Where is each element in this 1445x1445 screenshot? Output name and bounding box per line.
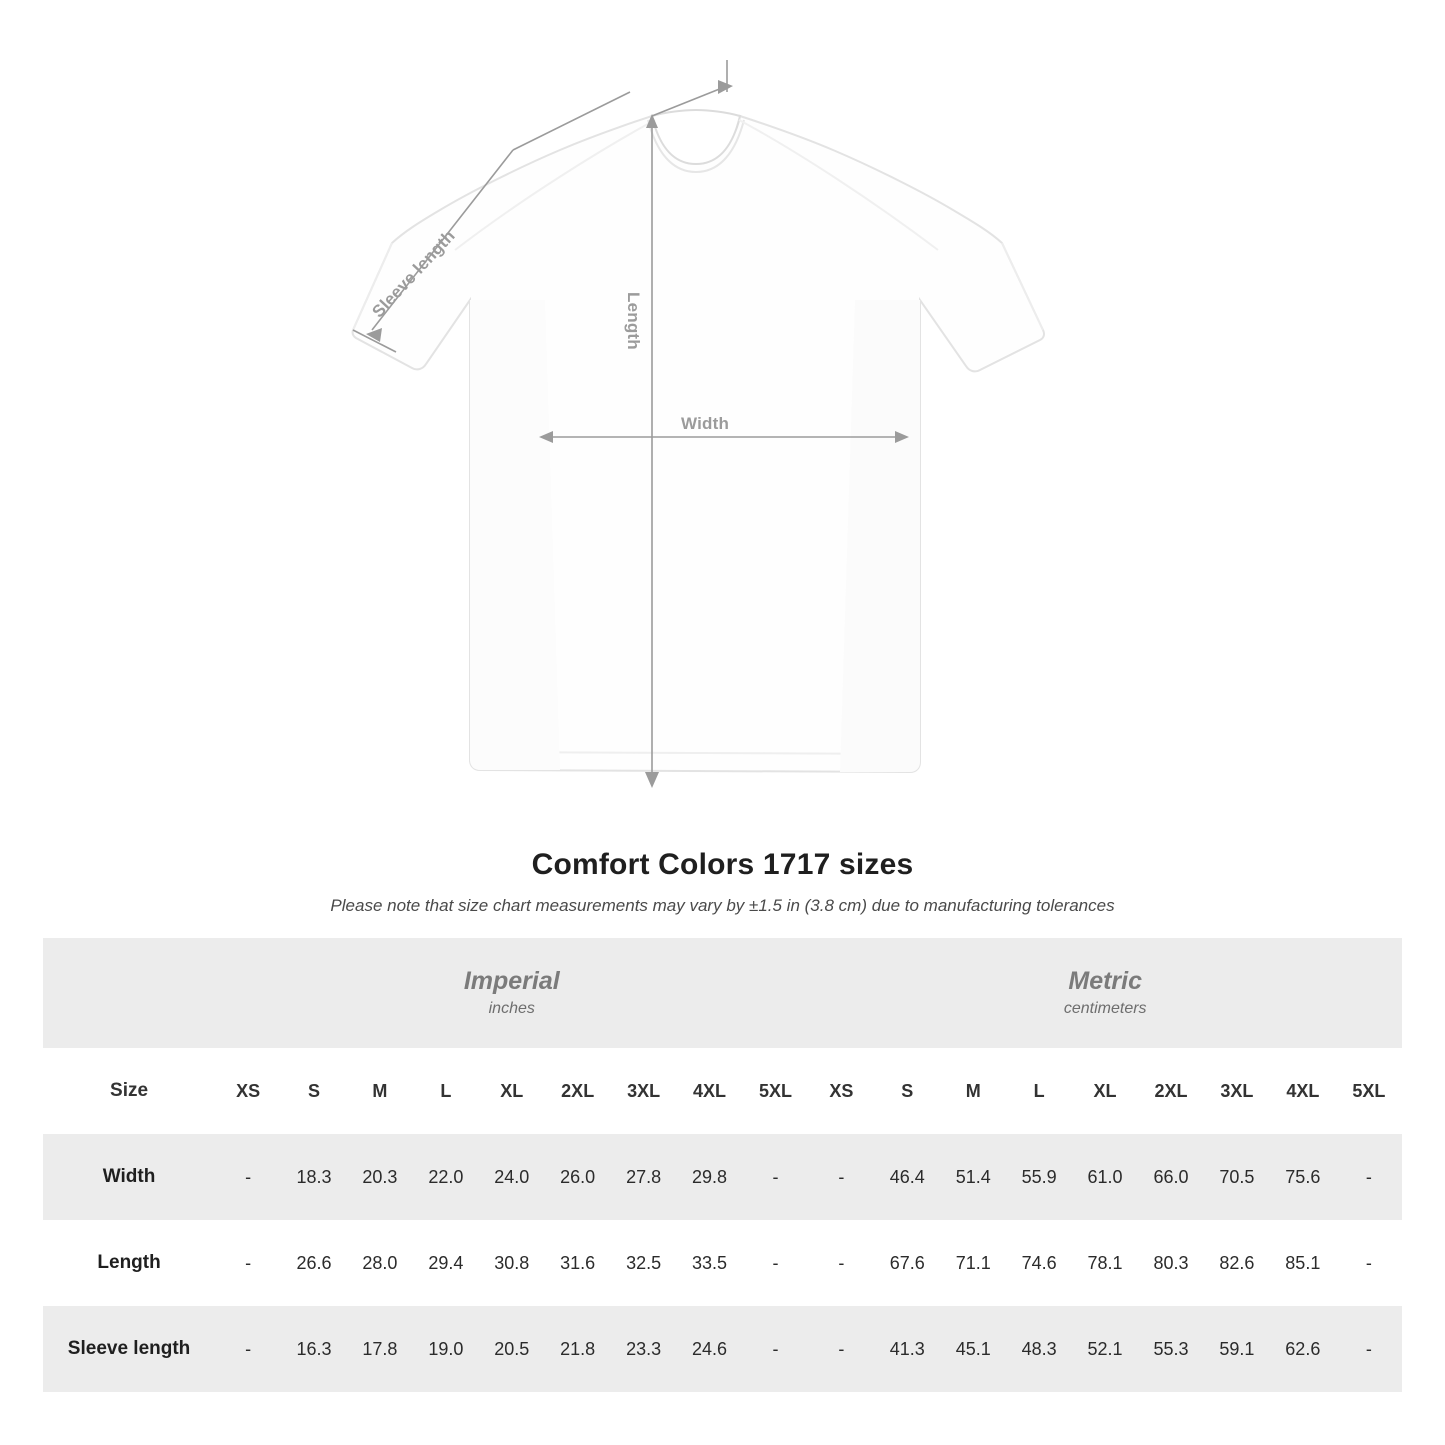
size-col-met-4xl: 4XL bbox=[1270, 1048, 1336, 1134]
cell-length-imp-m: 28.0 bbox=[347, 1220, 413, 1306]
size-col-met-s: S bbox=[874, 1048, 940, 1134]
row-label-length: Length bbox=[43, 1220, 215, 1306]
cell-sleeve-imp-3xl: 23.3 bbox=[611, 1306, 677, 1392]
size-col-imp-m: M bbox=[347, 1048, 413, 1134]
cell-length-imp-2xl: 31.6 bbox=[545, 1220, 611, 1306]
size-col-imp-2xl: 2XL bbox=[545, 1048, 611, 1134]
cell-sleeve-imp-xs: - bbox=[215, 1306, 281, 1392]
cell-width-met-2xl: 66.0 bbox=[1138, 1134, 1204, 1220]
tshirt-shape bbox=[353, 110, 1044, 772]
cell-length-imp-5xl: - bbox=[742, 1220, 808, 1306]
size-col-imp-3xl: 3XL bbox=[611, 1048, 677, 1134]
size-header-row bbox=[43, 1048, 1402, 1134]
cell-length-met-3xl: 82.6 bbox=[1204, 1220, 1270, 1306]
cell-sleeve-met-l: 48.3 bbox=[1006, 1306, 1072, 1392]
unit-header-row bbox=[43, 938, 1402, 1048]
length-dimension-label: Length bbox=[624, 292, 643, 350]
size-table-wrapper bbox=[43, 938, 1402, 1392]
cell-sleeve-met-4xl: 62.6 bbox=[1270, 1306, 1336, 1392]
size-col-met-l: L bbox=[1006, 1048, 1072, 1134]
cell-length-imp-xs: - bbox=[215, 1220, 281, 1306]
cell-width-met-xs: - bbox=[808, 1134, 874, 1220]
cell-width-met-4xl: 75.6 bbox=[1270, 1134, 1336, 1220]
cell-width-met-5xl: - bbox=[1336, 1134, 1402, 1220]
sleeve-length-dimension-label: Sleeve length bbox=[368, 226, 459, 322]
cell-width-met-l: 55.9 bbox=[1006, 1134, 1072, 1220]
row-label-width: Width bbox=[43, 1134, 215, 1220]
cell-length-met-xl: 78.1 bbox=[1072, 1220, 1138, 1306]
size-col-imp-5xl: 5XL bbox=[742, 1048, 808, 1134]
size-col-met-xs: XS bbox=[808, 1048, 874, 1134]
size-col-met-xl: XL bbox=[1072, 1048, 1138, 1134]
cell-length-imp-4xl: 33.5 bbox=[677, 1220, 743, 1306]
cell-sleeve-imp-4xl: 24.6 bbox=[677, 1306, 743, 1392]
cell-width-imp-m: 20.3 bbox=[347, 1134, 413, 1220]
size-chart-table bbox=[43, 938, 1402, 1392]
cell-sleeve-imp-m: 17.8 bbox=[347, 1306, 413, 1392]
metric-unit-name: Metric bbox=[1068, 966, 1143, 995]
cell-length-imp-s: 26.6 bbox=[281, 1220, 347, 1306]
cell-width-imp-2xl: 26.0 bbox=[545, 1134, 611, 1220]
cell-width-imp-xs: - bbox=[215, 1134, 281, 1220]
imperial-unit-cell bbox=[215, 938, 808, 1048]
title-block bbox=[0, 848, 1445, 916]
size-col-imp-xl: XL bbox=[479, 1048, 545, 1134]
cell-sleeve-met-3xl: 59.1 bbox=[1204, 1306, 1270, 1392]
size-col-imp-4xl: 4XL bbox=[677, 1048, 743, 1134]
row-label-sleeve-length: Sleeve length bbox=[43, 1306, 215, 1392]
metric-unit-cell bbox=[808, 938, 1402, 1048]
tolerance-note: Please note that size chart measurements may vary by ±1.5 in (3.8 cm) due to manufacturing tolerances bbox=[330, 896, 1115, 915]
cell-length-met-4xl: 85.1 bbox=[1270, 1220, 1336, 1306]
cell-sleeve-imp-xl: 20.5 bbox=[479, 1306, 545, 1392]
cell-length-met-s: 67.6 bbox=[874, 1220, 940, 1306]
cell-length-met-xs: - bbox=[808, 1220, 874, 1306]
size-col-met-5xl: 5XL bbox=[1336, 1048, 1402, 1134]
cell-length-met-5xl: - bbox=[1336, 1220, 1402, 1306]
size-label-cell: Size bbox=[43, 1048, 215, 1134]
cell-sleeve-met-2xl: 55.3 bbox=[1138, 1306, 1204, 1392]
cell-length-met-2xl: 80.3 bbox=[1138, 1220, 1204, 1306]
cell-length-imp-l: 29.4 bbox=[413, 1220, 479, 1306]
cell-width-imp-l: 22.0 bbox=[413, 1134, 479, 1220]
imperial-unit-name: Imperial bbox=[463, 966, 560, 995]
cell-width-met-xl: 61.0 bbox=[1072, 1134, 1138, 1220]
cell-sleeve-imp-2xl: 21.8 bbox=[545, 1306, 611, 1392]
metric-unit-sub: centimeters bbox=[1063, 1000, 1147, 1018]
cell-sleeve-imp-s: 16.3 bbox=[281, 1306, 347, 1392]
cell-width-met-s: 46.4 bbox=[874, 1134, 940, 1220]
cell-length-imp-3xl: 32.5 bbox=[611, 1220, 677, 1306]
size-col-met-2xl: 2XL bbox=[1138, 1048, 1204, 1134]
size-col-met-m: M bbox=[940, 1048, 1006, 1134]
page-title: Comfort Colors 1717 sizes bbox=[531, 848, 914, 881]
imperial-unit-sub: inches bbox=[488, 1000, 535, 1018]
cell-width-imp-s: 18.3 bbox=[281, 1134, 347, 1220]
cell-sleeve-met-xl: 52.1 bbox=[1072, 1306, 1138, 1392]
cell-sleeve-imp-l: 19.0 bbox=[413, 1306, 479, 1392]
table-row bbox=[43, 1220, 1402, 1306]
size-col-imp-xs: XS bbox=[215, 1048, 281, 1134]
cell-width-imp-5xl: - bbox=[742, 1134, 808, 1220]
cell-length-met-l: 74.6 bbox=[1006, 1220, 1072, 1306]
table-row bbox=[43, 1306, 1402, 1392]
cell-width-met-3xl: 70.5 bbox=[1204, 1134, 1270, 1220]
cell-sleeve-met-m: 45.1 bbox=[940, 1306, 1006, 1392]
cell-length-imp-xl: 30.8 bbox=[479, 1220, 545, 1306]
cell-sleeve-met-xs: - bbox=[808, 1306, 874, 1392]
cell-sleeve-met-5xl: - bbox=[1336, 1306, 1402, 1392]
unit-spacer-cell bbox=[43, 938, 215, 1048]
cell-width-imp-4xl: 29.8 bbox=[677, 1134, 743, 1220]
cell-width-imp-3xl: 27.8 bbox=[611, 1134, 677, 1220]
cell-sleeve-met-s: 41.3 bbox=[874, 1306, 940, 1392]
cell-width-imp-xl: 24.0 bbox=[479, 1134, 545, 1220]
cell-sleeve-imp-5xl: - bbox=[742, 1306, 808, 1392]
size-col-imp-l: L bbox=[413, 1048, 479, 1134]
width-dimension-label: Width bbox=[681, 414, 730, 433]
size-col-imp-s: S bbox=[281, 1048, 347, 1134]
cell-width-met-m: 51.4 bbox=[940, 1134, 1006, 1220]
size-col-met-3xl: 3XL bbox=[1204, 1048, 1270, 1134]
table-row bbox=[43, 1134, 1402, 1220]
cell-length-met-m: 71.1 bbox=[940, 1220, 1006, 1306]
